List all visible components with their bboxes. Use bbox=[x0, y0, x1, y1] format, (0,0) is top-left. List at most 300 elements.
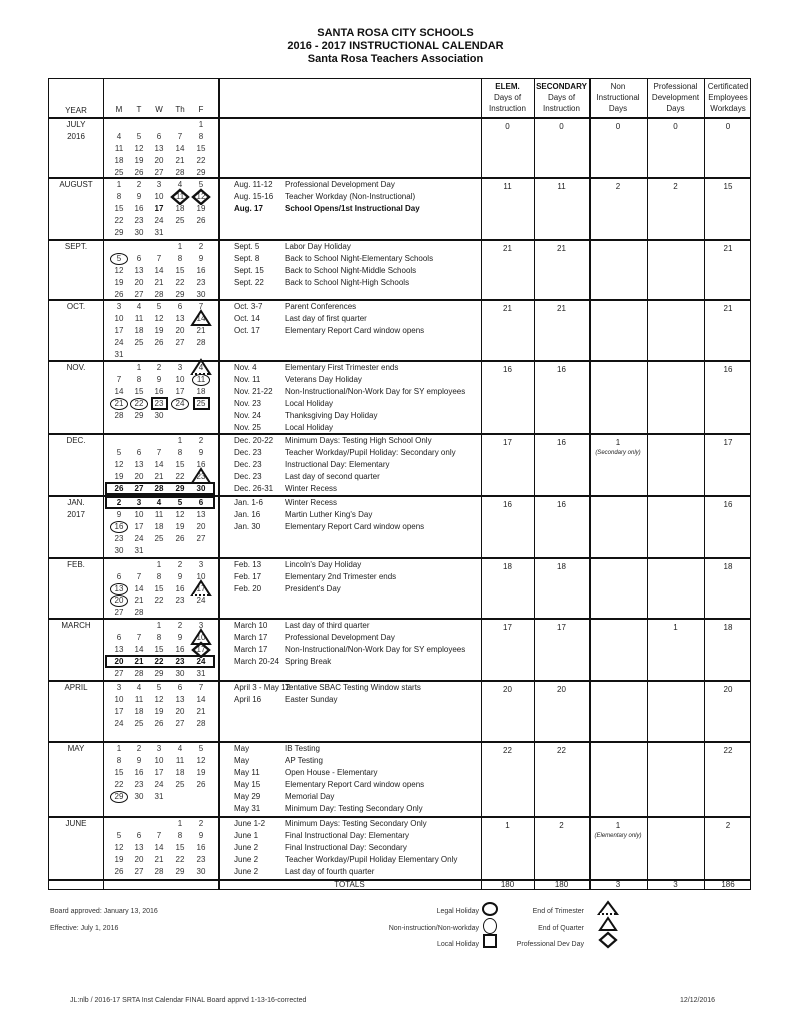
calendar-day[interactable]: 5 bbox=[198, 744, 204, 753]
calendar-day[interactable]: 22 bbox=[114, 216, 124, 225]
calendar-day[interactable]: 11 bbox=[154, 510, 164, 519]
calendar-day[interactable]: 16 bbox=[134, 768, 144, 777]
secondary-count: 16 bbox=[557, 438, 566, 447]
calendar-day[interactable]: 13 bbox=[196, 510, 206, 519]
calendar-day[interactable]: 1 bbox=[116, 180, 122, 189]
calendar-day[interactable]: 7 bbox=[156, 831, 162, 840]
calendar-day[interactable]: 7 bbox=[156, 254, 162, 263]
calendar-title: 2016 - 2017 INSTRUCTIONAL CALENDAR bbox=[287, 40, 504, 52]
calendar-day[interactable]: 16 bbox=[196, 460, 206, 469]
non-instructional-note: (Secondary only) bbox=[595, 450, 641, 456]
calendar-day[interactable]: 6 bbox=[136, 831, 142, 840]
calendar-day[interactable]: 27 bbox=[175, 338, 185, 347]
calendar-day[interactable]: 9 bbox=[156, 375, 162, 384]
calendar-day[interactable]: 10 bbox=[175, 375, 185, 384]
calendar-day[interactable]: 7 bbox=[177, 132, 183, 141]
calendar-day[interactable]: 4 bbox=[136, 683, 142, 692]
calendar-day[interactable]: 28 bbox=[114, 411, 124, 420]
calendar-day[interactable]: 4 bbox=[116, 132, 122, 141]
calendar-day[interactable]: 12 bbox=[134, 144, 144, 153]
calendar-day[interactable]: 12 bbox=[154, 695, 164, 704]
calendar-day[interactable]: 15 bbox=[175, 843, 185, 852]
totals-label: TOTALS bbox=[334, 880, 365, 889]
calendar-day[interactable]: 9 bbox=[177, 633, 183, 642]
calendar-day[interactable]: 12 bbox=[196, 192, 206, 201]
calendar-day[interactable]: 1 bbox=[156, 621, 162, 630]
calendar-day[interactable]: 29 bbox=[134, 411, 144, 420]
calendar-day[interactable]: 26 bbox=[114, 484, 124, 493]
calendar-day[interactable]: 19 bbox=[196, 768, 206, 777]
calendar-day[interactable]: 27 bbox=[134, 867, 144, 876]
calendar-day[interactable]: 29 bbox=[196, 168, 206, 177]
calendar-day[interactable]: 27 bbox=[114, 669, 124, 678]
calendar-day[interactable]: 23 bbox=[175, 596, 185, 605]
calendar-day[interactable]: 25 bbox=[134, 719, 144, 728]
calendar-day[interactable]: 14 bbox=[134, 645, 144, 654]
calendar-day[interactable]: 17 bbox=[134, 522, 144, 531]
calendar-day[interactable]: 28 bbox=[196, 338, 206, 347]
calendar-day[interactable]: 24 bbox=[154, 780, 164, 789]
calendar-day[interactable]: 31 bbox=[154, 228, 164, 237]
event-description: Martin Luther King's Day bbox=[285, 510, 373, 519]
calendar-day[interactable]: 2 bbox=[156, 363, 162, 372]
calendar-day[interactable]: 13 bbox=[175, 695, 185, 704]
calendar-day[interactable]: 1 bbox=[177, 436, 183, 445]
calendar-day[interactable]: 25 bbox=[175, 780, 185, 789]
calendar-day[interactable]: 23 bbox=[134, 780, 144, 789]
calendar-day[interactable]: 22 bbox=[154, 657, 164, 666]
legend-end-quarter: End of Quarter bbox=[538, 925, 584, 932]
calendar-day[interactable]: 3 bbox=[198, 560, 204, 569]
calendar-day[interactable]: 24 bbox=[196, 657, 206, 666]
calendar-day[interactable]: 22 bbox=[114, 780, 124, 789]
calendar-day[interactable]: 2 bbox=[198, 242, 204, 251]
calendar-day[interactable]: 21 bbox=[196, 326, 206, 335]
calendar-day[interactable]: 14 bbox=[154, 460, 164, 469]
calendar-day[interactable]: 3 bbox=[198, 621, 204, 630]
calendar-day[interactable]: 30 bbox=[154, 411, 164, 420]
calendar-day[interactable]: 30 bbox=[196, 290, 206, 299]
calendar-day[interactable]: 8 bbox=[198, 132, 204, 141]
calendar-day[interactable]: 26 bbox=[114, 867, 124, 876]
calendar-day[interactable]: 18 bbox=[134, 707, 144, 716]
calendar-day[interactable]: 5 bbox=[156, 683, 162, 692]
calendar-day[interactable]: 28 bbox=[196, 719, 206, 728]
calendar-day[interactable]: 2 bbox=[177, 621, 183, 630]
calendar-day[interactable]: 14 bbox=[154, 843, 164, 852]
calendar-day[interactable]: 1 bbox=[156, 560, 162, 569]
calendar-day[interactable]: 9 bbox=[177, 572, 183, 581]
calendar-day[interactable]: 28 bbox=[154, 290, 164, 299]
calendar-day[interactable]: 23 bbox=[196, 278, 206, 287]
calendar-day[interactable]: 4 bbox=[177, 180, 183, 189]
calendar-day[interactable]: 1 bbox=[198, 120, 204, 129]
calendar-day[interactable]: 12 bbox=[154, 314, 164, 323]
calendar-day[interactable]: 11 bbox=[134, 695, 144, 704]
calendar-day[interactable]: 8 bbox=[156, 633, 162, 642]
calendar-day[interactable]: 1 bbox=[116, 744, 122, 753]
calendar-day[interactable]: 14 bbox=[196, 695, 206, 704]
calendar-day[interactable]: 26 bbox=[175, 534, 185, 543]
calendar-day[interactable]: 1 bbox=[136, 363, 142, 372]
calendar-day[interactable]: 3 bbox=[116, 683, 122, 692]
calendar-day[interactable]: 20 bbox=[154, 156, 164, 165]
event-description: School Opens/1st Instructional Day bbox=[285, 204, 420, 213]
calendar-day[interactable]: 13 bbox=[114, 584, 124, 593]
calendar-day[interactable]: 2 bbox=[136, 180, 142, 189]
calendar-day[interactable]: 13 bbox=[134, 460, 144, 469]
calendar-day[interactable]: 9 bbox=[198, 448, 204, 457]
calendar-day[interactable]: 16 bbox=[134, 204, 144, 213]
calendar-day[interactable]: 28 bbox=[134, 608, 144, 617]
calendar-day[interactable]: 25 bbox=[134, 338, 144, 347]
calendar-day[interactable]: 7 bbox=[156, 448, 162, 457]
calendar-day[interactable]: 14 bbox=[134, 584, 144, 593]
event-description: Elementary First Trimester ends bbox=[285, 363, 399, 372]
column-divider bbox=[103, 79, 104, 889]
calendar-day[interactable]: 27 bbox=[134, 484, 144, 493]
calendar-day[interactable]: 30 bbox=[175, 669, 185, 678]
calendar-day[interactable]: 30 bbox=[196, 867, 206, 876]
calendar-day[interactable]: 7 bbox=[198, 302, 204, 311]
calendar-day[interactable]: 11 bbox=[175, 756, 185, 765]
calendar-day[interactable]: 23 bbox=[154, 399, 164, 408]
calendar-day[interactable]: 17 bbox=[154, 204, 164, 213]
calendar-day[interactable]: 22 bbox=[175, 278, 185, 287]
calendar-day[interactable]: 28 bbox=[154, 867, 164, 876]
calendar-day[interactable]: 30 bbox=[134, 228, 144, 237]
calendar-day[interactable]: 10 bbox=[114, 695, 124, 704]
calendar-day[interactable]: 31 bbox=[154, 792, 164, 801]
elem-count: 1 bbox=[505, 821, 510, 830]
calendar-day[interactable]: 29 bbox=[114, 228, 124, 237]
calendar-day[interactable]: 12 bbox=[196, 756, 206, 765]
calendar-day[interactable]: 19 bbox=[154, 707, 164, 716]
calendar-day[interactable]: 6 bbox=[116, 633, 122, 642]
event-date: March 20-24 bbox=[234, 657, 279, 666]
calendar-day[interactable]: 21 bbox=[175, 156, 185, 165]
event-date: Oct. 17 bbox=[234, 326, 260, 335]
calendar-day[interactable]: 15 bbox=[196, 144, 206, 153]
calendar-day[interactable]: 18 bbox=[154, 522, 164, 531]
calendar-day[interactable]: 17 bbox=[196, 645, 206, 654]
calendar-day[interactable]: 15 bbox=[114, 204, 124, 213]
calendar-day[interactable]: 12 bbox=[114, 266, 124, 275]
calendar-day[interactable]: 26 bbox=[154, 338, 164, 347]
calendar-day[interactable]: 22 bbox=[175, 855, 185, 864]
calendar-day[interactable]: 16 bbox=[175, 584, 185, 593]
calendar-day[interactable]: 10 bbox=[196, 633, 206, 642]
calendar-day[interactable]: 10 bbox=[154, 756, 164, 765]
weekday-header: Th bbox=[175, 105, 185, 114]
calendar-day[interactable]: 30 bbox=[134, 792, 144, 801]
calendar-day[interactable]: 17 bbox=[175, 387, 185, 396]
elem-count: 17 bbox=[503, 438, 512, 447]
calendar-day[interactable]: 17 bbox=[196, 584, 206, 593]
calendar-day[interactable]: 31 bbox=[134, 546, 144, 555]
calendar-day[interactable]: 23 bbox=[114, 534, 124, 543]
calendar-day[interactable]: 6 bbox=[177, 302, 183, 311]
calendar-day[interactable]: 2 bbox=[116, 498, 122, 507]
calendar-day[interactable]: 24 bbox=[114, 338, 124, 347]
calendar-day[interactable]: 31 bbox=[196, 669, 206, 678]
calendar-day[interactable]: 5 bbox=[116, 831, 122, 840]
calendar-day[interactable]: 10 bbox=[134, 510, 144, 519]
total-prof-dev: 3 bbox=[673, 880, 678, 889]
calendar-day[interactable]: 13 bbox=[114, 645, 124, 654]
calendar-day[interactable]: 6 bbox=[177, 683, 183, 692]
calendar-day[interactable]: 23 bbox=[134, 216, 144, 225]
calendar-day[interactable]: 20 bbox=[114, 657, 124, 666]
calendar-day[interactable]: 26 bbox=[134, 168, 144, 177]
calendar-day[interactable]: 22 bbox=[196, 156, 206, 165]
calendar-day[interactable]: 30 bbox=[114, 546, 124, 555]
calendar-day[interactable]: 24 bbox=[175, 399, 185, 408]
calendar-day[interactable]: 30 bbox=[196, 484, 206, 493]
calendar-day[interactable]: 20 bbox=[134, 472, 144, 481]
calendar-day[interactable]: 4 bbox=[136, 302, 142, 311]
calendar-day[interactable]: 13 bbox=[134, 843, 144, 852]
calendar-day[interactable]: 9 bbox=[116, 510, 122, 519]
calendar-day[interactable]: 15 bbox=[175, 460, 185, 469]
calendar-day[interactable]: 6 bbox=[116, 572, 122, 581]
calendar-day[interactable]: 7 bbox=[116, 375, 122, 384]
event-description: Back to School Night-Middle Schools bbox=[285, 266, 417, 275]
calendar-day[interactable]: 29 bbox=[114, 792, 124, 801]
secondary-days-header: SECONDARY Days of Instruction bbox=[536, 82, 587, 113]
event-date: March 17 bbox=[234, 645, 268, 654]
calendar-day[interactable]: 27 bbox=[154, 168, 164, 177]
calendar-day[interactable]: 18 bbox=[175, 204, 185, 213]
calendar-day[interactable]: 8 bbox=[156, 572, 162, 581]
calendar-day[interactable]: 7 bbox=[136, 633, 142, 642]
calendar-day[interactable]: 21 bbox=[196, 707, 206, 716]
calendar-day[interactable]: 26 bbox=[114, 290, 124, 299]
calendar-day[interactable]: 19 bbox=[114, 855, 124, 864]
calendar-day[interactable]: 19 bbox=[134, 156, 144, 165]
prof-dev-count: 2 bbox=[673, 182, 678, 191]
calendar-day[interactable]: 6 bbox=[136, 254, 142, 263]
calendar-table bbox=[48, 78, 751, 890]
calendar-day[interactable]: 28 bbox=[134, 669, 144, 678]
calendar-day[interactable]: 5 bbox=[116, 254, 122, 263]
calendar-day[interactable]: 26 bbox=[154, 719, 164, 728]
calendar-day[interactable]: 2 bbox=[198, 819, 204, 828]
calendar-day[interactable]: 11 bbox=[134, 314, 144, 323]
column-divider bbox=[704, 79, 705, 889]
calendar-day[interactable]: 22 bbox=[134, 399, 144, 408]
event-description: Instructional Day: Elementary bbox=[285, 460, 390, 469]
calendar-day[interactable]: 11 bbox=[114, 144, 124, 153]
calendar-day[interactable]: 14 bbox=[175, 144, 185, 153]
calendar-day[interactable]: 29 bbox=[175, 484, 185, 493]
calendar-day[interactable]: 24 bbox=[154, 216, 164, 225]
calendar-day[interactable]: 23 bbox=[196, 472, 206, 481]
calendar-day[interactable]: 21 bbox=[114, 399, 124, 408]
calendar-day[interactable]: 22 bbox=[154, 596, 164, 605]
calendar-day[interactable]: 24 bbox=[134, 534, 144, 543]
calendar-day[interactable]: 1 bbox=[177, 242, 183, 251]
calendar-day[interactable]: 2 bbox=[198, 436, 204, 445]
calendar-day[interactable]: 13 bbox=[154, 144, 164, 153]
calendar-day[interactable]: 5 bbox=[116, 448, 122, 457]
calendar-day[interactable]: 8 bbox=[116, 192, 122, 201]
calendar-day[interactable]: 24 bbox=[196, 596, 206, 605]
calendar-day[interactable]: 19 bbox=[175, 522, 185, 531]
calendar-day[interactable]: 26 bbox=[196, 780, 206, 789]
calendar-day[interactable]: 19 bbox=[114, 472, 124, 481]
calendar-day[interactable]: 10 bbox=[114, 314, 124, 323]
calendar-day[interactable]: 27 bbox=[114, 608, 124, 617]
calendar-day[interactable]: 19 bbox=[114, 278, 124, 287]
year-label: 2016 bbox=[67, 132, 85, 141]
event-description: Local Holiday bbox=[285, 399, 334, 408]
calendar-day[interactable]: 26 bbox=[196, 216, 206, 225]
calendar-day[interactable]: 22 bbox=[175, 472, 185, 481]
calendar-day[interactable]: 25 bbox=[154, 534, 164, 543]
legend-end-trimester: End of Trimester bbox=[532, 908, 584, 915]
event-date: March 17 bbox=[234, 633, 268, 642]
calendar-day[interactable]: 7 bbox=[136, 572, 142, 581]
calendar-day[interactable]: 8 bbox=[177, 831, 183, 840]
calendar-day[interactable]: 5 bbox=[136, 132, 142, 141]
calendar-day[interactable]: 21 bbox=[134, 657, 144, 666]
calendar-day[interactable]: 20 bbox=[134, 855, 144, 864]
calendar-day[interactable]: 14 bbox=[196, 314, 206, 323]
calendar-day[interactable]: 20 bbox=[175, 326, 185, 335]
calendar-day[interactable]: 3 bbox=[177, 363, 183, 372]
calendar-day[interactable]: 28 bbox=[154, 484, 164, 493]
calendar-day[interactable]: 3 bbox=[116, 302, 122, 311]
calendar-day[interactable]: 21 bbox=[154, 472, 164, 481]
event-date: May 31 bbox=[234, 804, 261, 813]
calendar-day[interactable]: 15 bbox=[154, 645, 164, 654]
calendar-day[interactable]: 20 bbox=[114, 596, 124, 605]
calendar-day[interactable]: 16 bbox=[114, 522, 124, 531]
calendar-day[interactable]: 25 bbox=[175, 216, 185, 225]
calendar-day[interactable]: 23 bbox=[175, 657, 185, 666]
event-date: April 16 bbox=[234, 695, 262, 704]
triangle-icon bbox=[598, 916, 618, 932]
calendar-day[interactable]: 4 bbox=[177, 744, 183, 753]
calendar-day[interactable]: 13 bbox=[175, 314, 185, 323]
year-header: YEAR bbox=[65, 106, 87, 115]
event-date: Jan. 1-6 bbox=[234, 498, 263, 507]
event-description: IB Testing bbox=[285, 744, 320, 753]
calendar-day[interactable]: 3 bbox=[156, 744, 162, 753]
calendar-day[interactable]: 14 bbox=[114, 387, 124, 396]
calendar-day[interactable]: 29 bbox=[154, 669, 164, 678]
calendar-day[interactable]: 7 bbox=[198, 683, 204, 692]
calendar-day[interactable]: 12 bbox=[114, 460, 124, 469]
calendar-day[interactable]: 23 bbox=[196, 855, 206, 864]
calendar-day[interactable]: 27 bbox=[175, 719, 185, 728]
calendar-day[interactable]: 12 bbox=[175, 510, 185, 519]
calendar-day[interactable]: 9 bbox=[136, 756, 142, 765]
calendar-day[interactable]: 17 bbox=[114, 326, 124, 335]
calendar-day[interactable]: 4 bbox=[156, 498, 162, 507]
calendar-day[interactable]: 16 bbox=[196, 843, 206, 852]
calendar-day[interactable]: 6 bbox=[198, 498, 204, 507]
calendar-day[interactable]: 21 bbox=[154, 278, 164, 287]
calendar-day[interactable]: 20 bbox=[175, 707, 185, 716]
calendar-day[interactable]: 17 bbox=[154, 768, 164, 777]
calendar-day[interactable]: 11 bbox=[175, 192, 185, 201]
event-description: Teacher Workday/Pupil Holiday: Secondary only bbox=[285, 448, 456, 457]
calendar-day[interactable]: 15 bbox=[134, 387, 144, 396]
calendar-day[interactable]: 6 bbox=[136, 448, 142, 457]
calendar-day[interactable]: 19 bbox=[196, 204, 206, 213]
calendar-day[interactable]: 8 bbox=[116, 756, 122, 765]
calendar-day[interactable]: 8 bbox=[177, 254, 183, 263]
calendar-day[interactable]: 14 bbox=[154, 266, 164, 275]
calendar-day[interactable]: 16 bbox=[196, 266, 206, 275]
calendar-day[interactable]: 5 bbox=[156, 302, 162, 311]
calendar-day[interactable]: 18 bbox=[175, 768, 185, 777]
calendar-day[interactable]: 10 bbox=[196, 572, 206, 581]
calendar-day[interactable]: 24 bbox=[114, 719, 124, 728]
calendar-day[interactable]: 25 bbox=[114, 168, 124, 177]
calendar-day[interactable]: 9 bbox=[136, 192, 142, 201]
calendar-day[interactable]: 20 bbox=[196, 522, 206, 531]
calendar-day[interactable]: 15 bbox=[114, 768, 124, 777]
calendar-day[interactable]: 21 bbox=[134, 596, 144, 605]
calendar-day[interactable]: 28 bbox=[175, 168, 185, 177]
calendar-day[interactable]: 5 bbox=[177, 498, 183, 507]
file-reference: JL:nlb / 2016-17 SRTA Inst Calendar FINAL Board apprvd 1-13-16-corrected bbox=[70, 997, 307, 1004]
event-description: Thanksgiving Day Holiday bbox=[285, 411, 378, 420]
calendar-day[interactable]: 2 bbox=[136, 744, 142, 753]
calendar-day[interactable]: 21 bbox=[154, 855, 164, 864]
calendar-day[interactable]: 31 bbox=[114, 350, 124, 359]
calendar-day[interactable]: 1 bbox=[177, 819, 183, 828]
calendar-day[interactable]: 12 bbox=[114, 843, 124, 852]
calendar-day[interactable]: 16 bbox=[154, 387, 164, 396]
calendar-day[interactable]: 18 bbox=[114, 156, 124, 165]
event-description: Minimum Days: Testing Secondary Only bbox=[285, 819, 427, 828]
cert-count: 16 bbox=[723, 365, 733, 374]
calendar-day[interactable]: 29 bbox=[175, 867, 185, 876]
calendar-day[interactable]: 19 bbox=[154, 326, 164, 335]
calendar-day[interactable]: 25 bbox=[196, 399, 206, 408]
calendar-day[interactable]: 18 bbox=[196, 387, 206, 396]
calendar-day[interactable]: 10 bbox=[154, 192, 164, 201]
calendar-day[interactable]: 3 bbox=[156, 180, 162, 189]
calendar-day[interactable]: 15 bbox=[154, 584, 164, 593]
calendar-day[interactable]: 3 bbox=[136, 498, 142, 507]
calendar-day[interactable]: 9 bbox=[198, 254, 204, 263]
calendar-day[interactable]: 17 bbox=[114, 707, 124, 716]
calendar-day[interactable]: 8 bbox=[177, 448, 183, 457]
event-description: Labor Day Holiday bbox=[285, 242, 351, 251]
calendar-day[interactable]: 13 bbox=[134, 266, 144, 275]
calendar-day[interactable]: 4 bbox=[198, 363, 204, 372]
calendar-day[interactable]: 29 bbox=[175, 290, 185, 299]
calendar-day[interactable]: 6 bbox=[156, 132, 162, 141]
calendar-day[interactable]: 9 bbox=[198, 831, 204, 840]
calendar-day[interactable]: 20 bbox=[134, 278, 144, 287]
calendar-day[interactable]: 2 bbox=[177, 560, 183, 569]
calendar-day[interactable]: 16 bbox=[175, 645, 185, 654]
calendar-day[interactable]: 18 bbox=[134, 326, 144, 335]
calendar-day[interactable]: 5 bbox=[198, 180, 204, 189]
event-description: Last day of third quarter bbox=[285, 621, 370, 630]
calendar-day[interactable]: 8 bbox=[136, 375, 142, 384]
calendar-day[interactable]: 15 bbox=[175, 266, 185, 275]
calendar-day[interactable]: 27 bbox=[196, 534, 206, 543]
calendar-day[interactable]: 11 bbox=[196, 375, 206, 384]
calendar-day[interactable]: 27 bbox=[134, 290, 144, 299]
